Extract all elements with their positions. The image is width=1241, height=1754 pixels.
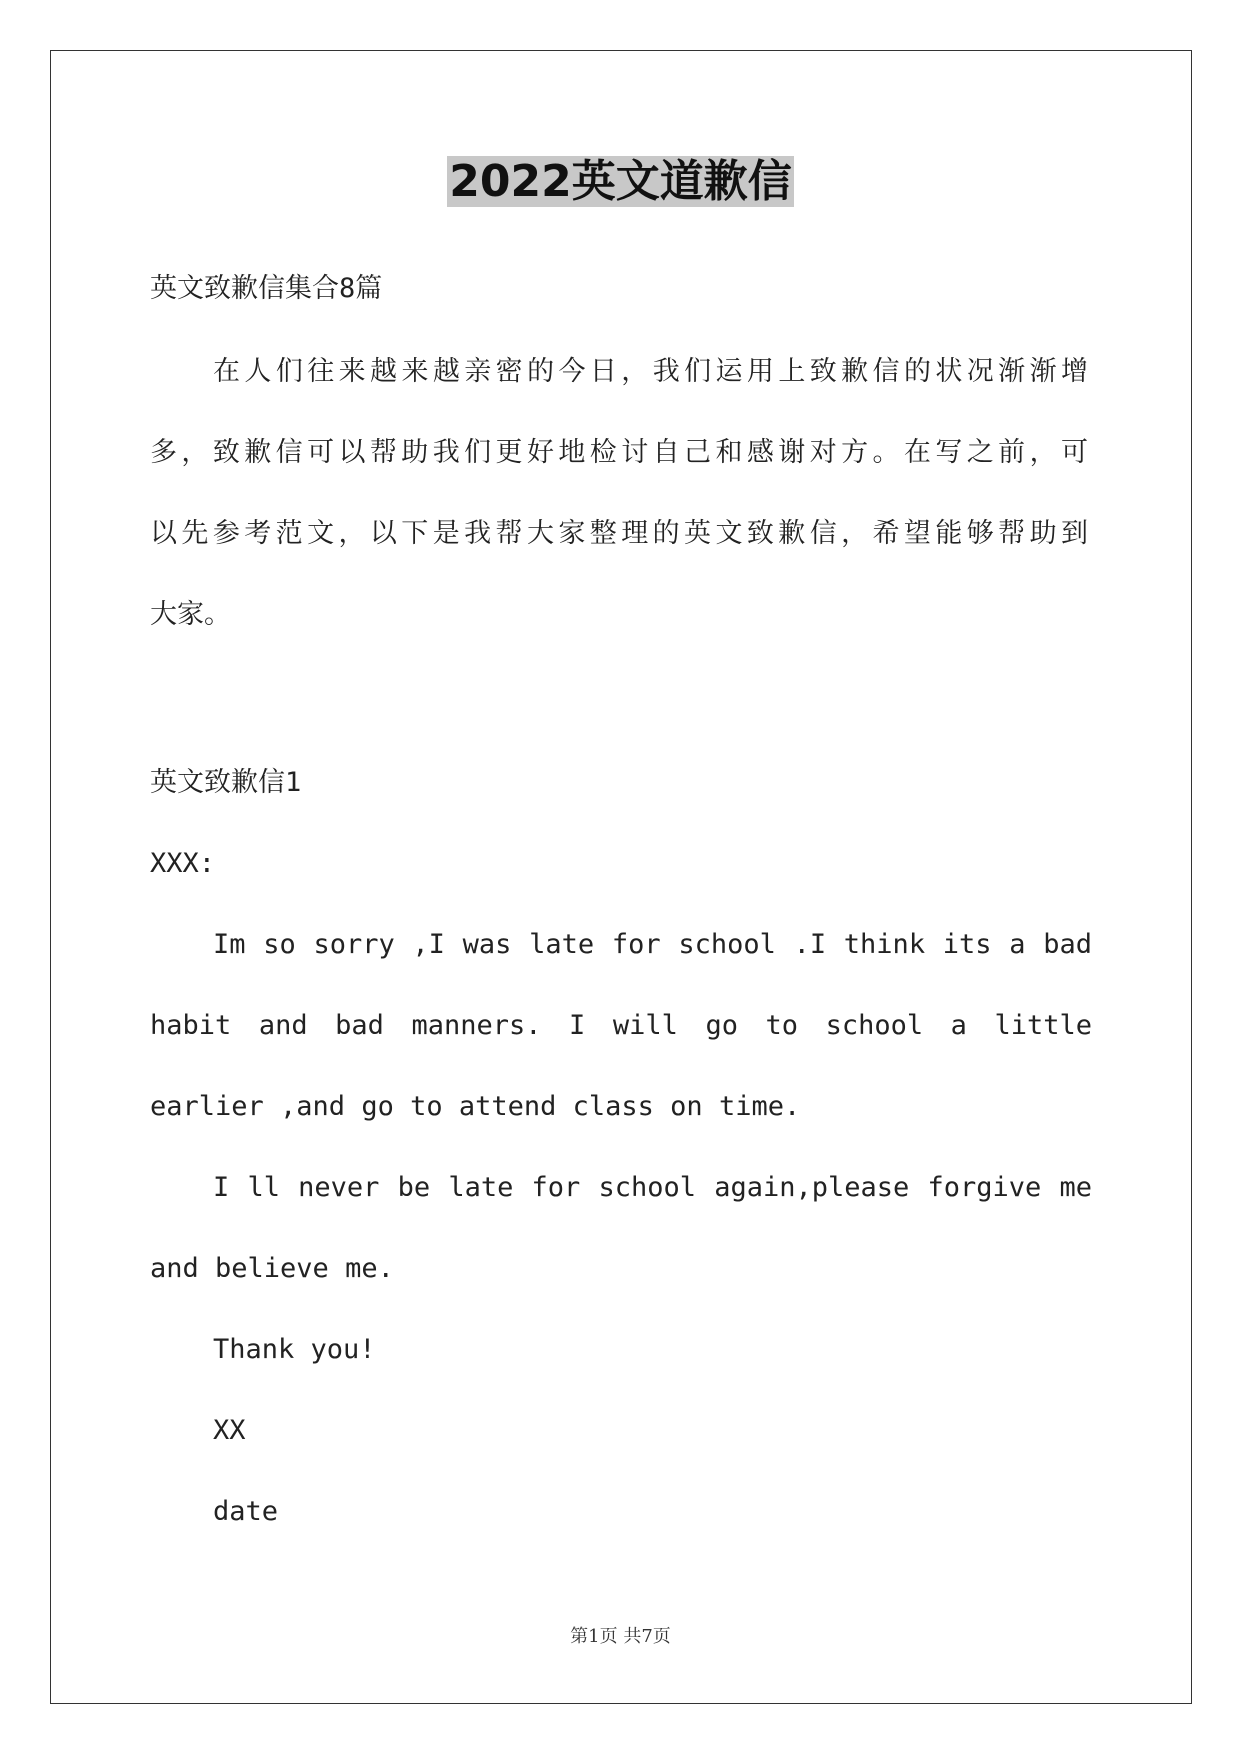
letter-salutation: XXX: bbox=[150, 848, 216, 879]
page-number-footer: 第1页 共7页 bbox=[570, 1626, 671, 1647]
intro-line-1: 在人们往来越来越亲密的今日，我们运用上致歉信的状况渐渐增 bbox=[213, 356, 1092, 387]
letter-line-4: I ll never be late for school again,please forgive me bbox=[213, 1172, 1092, 1203]
intro-line-4: 大家。 bbox=[150, 599, 231, 630]
letter-line-3: earlier ,and go to attend class on time. bbox=[150, 1091, 801, 1122]
letter-line-5: and believe me. bbox=[150, 1253, 394, 1284]
letter-line-2: habit and bad manners. I will go to school a little bbox=[150, 1010, 1092, 1041]
letter-line-1: Im so sorry ,I was late for school .I think its a bad bbox=[213, 929, 1092, 960]
document-title bbox=[0, 152, 1241, 212]
section-heading: 英文致歉信1 bbox=[150, 767, 302, 798]
letter-date: date bbox=[213, 1496, 279, 1527]
letter-closing: Thank you! bbox=[213, 1334, 376, 1365]
document-title-text: 2022英文道歉信 bbox=[449, 156, 792, 207]
intro-line-3: 以先参考范文，以下是我帮大家整理的英文致歉信，希望能够帮助到 bbox=[150, 518, 1092, 549]
intro-line-2: 多，致歉信可以帮助我们更好地检讨自己和感谢对方。在写之前，可 bbox=[150, 437, 1092, 468]
letter-signature: XX bbox=[213, 1415, 246, 1446]
document-subtitle: 英文致歉信集合8篇 bbox=[150, 273, 383, 304]
